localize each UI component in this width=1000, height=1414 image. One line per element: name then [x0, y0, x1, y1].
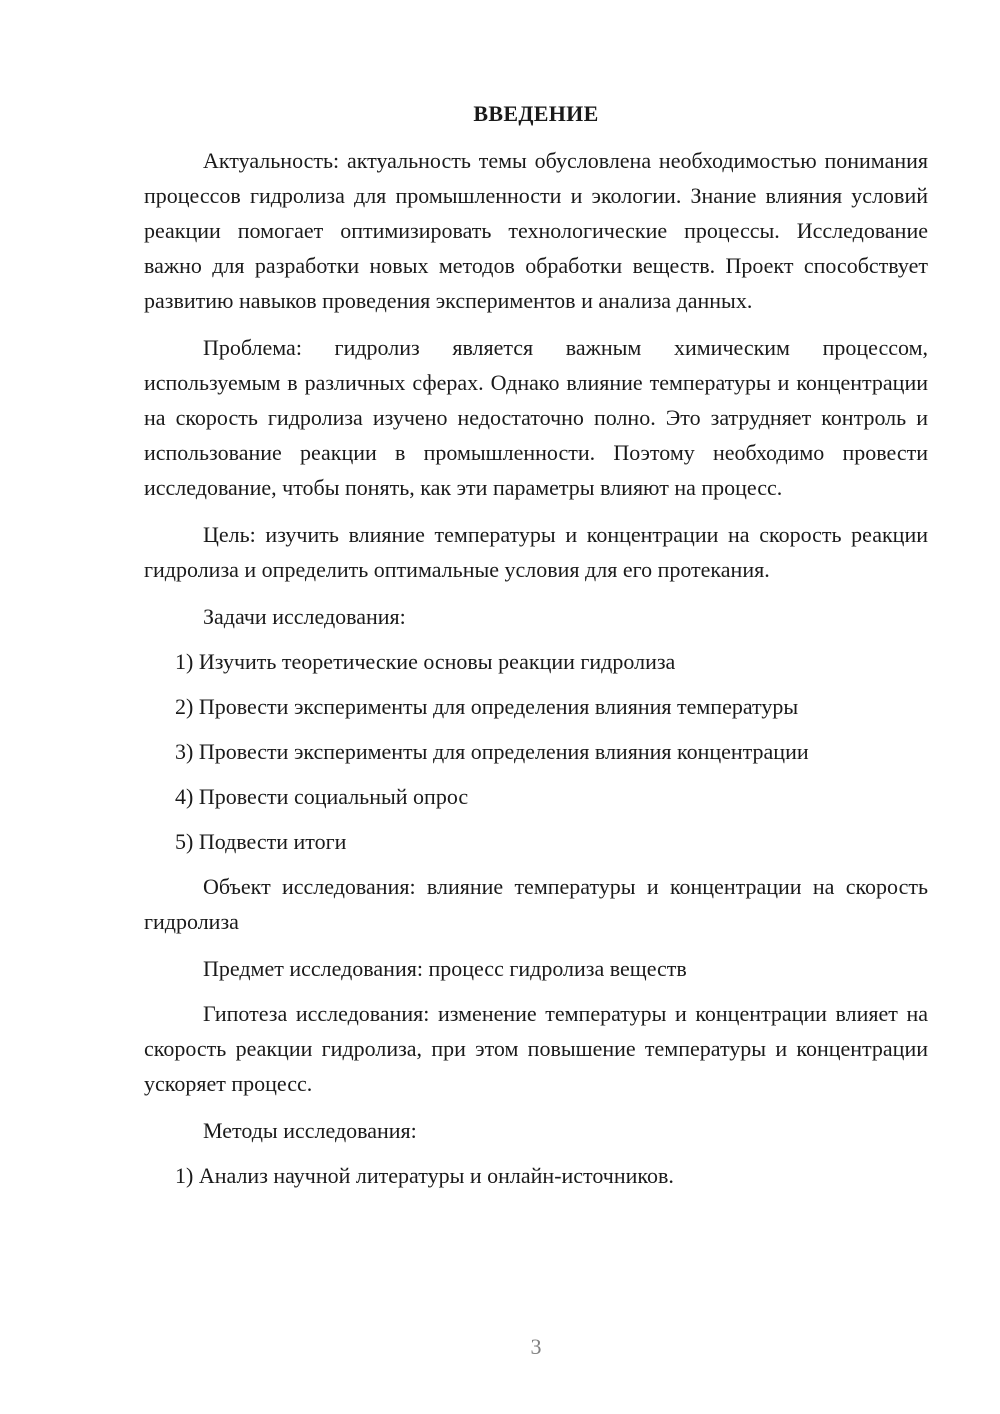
method-item-1: 1) Анализ научной литературы и онлайн-источников. — [175, 1163, 674, 1188]
goal-paragraph: Цель: изучить влияние температуры и концентрации на скорость реакции гидролиза и определить оптимальные условия для его протекания. — [144, 522, 928, 582]
tasks-heading: Задачи исследования: — [203, 604, 406, 629]
task-item-4: 4) Провести социальный опрос — [175, 784, 469, 809]
task-item-1: 1) Изучить теоретические основы реакции гидролиза — [175, 649, 676, 674]
page-content — [144, 96, 928, 1203]
hypothesis-paragraph: Гипотеза исследования: изменение температуры и концентрации влияет на скорость реакции гидролиза, при этом повышение температуры и концентрации ускоряет процесс. — [144, 1001, 928, 1096]
page-number: 3 — [530, 1334, 542, 1359]
problem-paragraph: Проблема: гидролиз является важным химическим процессом, используемым в различных сферах. Однако влияние температуры и концентрации на скорость гидролиза изучено недостаточно полно. Это затрудняет контроль и использование реакции в промышленности. Поэтому необходимо провести исследование, чтобы понять, как эти параметры влияют на процесс. — [144, 335, 928, 500]
methods-heading: Методы исследования: — [203, 1118, 417, 1143]
task-item-3: 3) Провести эксперименты для определения влияния концентрации — [175, 739, 809, 764]
subject-line: Предмет исследования: процесс гидролиза веществ — [203, 956, 687, 981]
task-item-2: 2) Провести эксперименты для определения влияния температуры — [175, 694, 799, 719]
relevance-paragraph: Актуальность: актуальность темы обусловлена необходимостью понимания процессов гидролиза для промышленности и экологии. Знание влияния условий реакции помогает оптимизировать технологические процессы. Исследование важно для разработки новых методов обработки веществ. Проект способствует развитию навыков проведения экспериментов и анализа данных. — [144, 148, 928, 313]
task-item-5: 5) Подвести итоги — [175, 829, 347, 854]
section-title: ВВЕДЕНИЕ — [473, 101, 599, 126]
object-paragraph: Объект исследования: влияние температуры и концентрации на скорость гидролиза — [144, 874, 928, 934]
